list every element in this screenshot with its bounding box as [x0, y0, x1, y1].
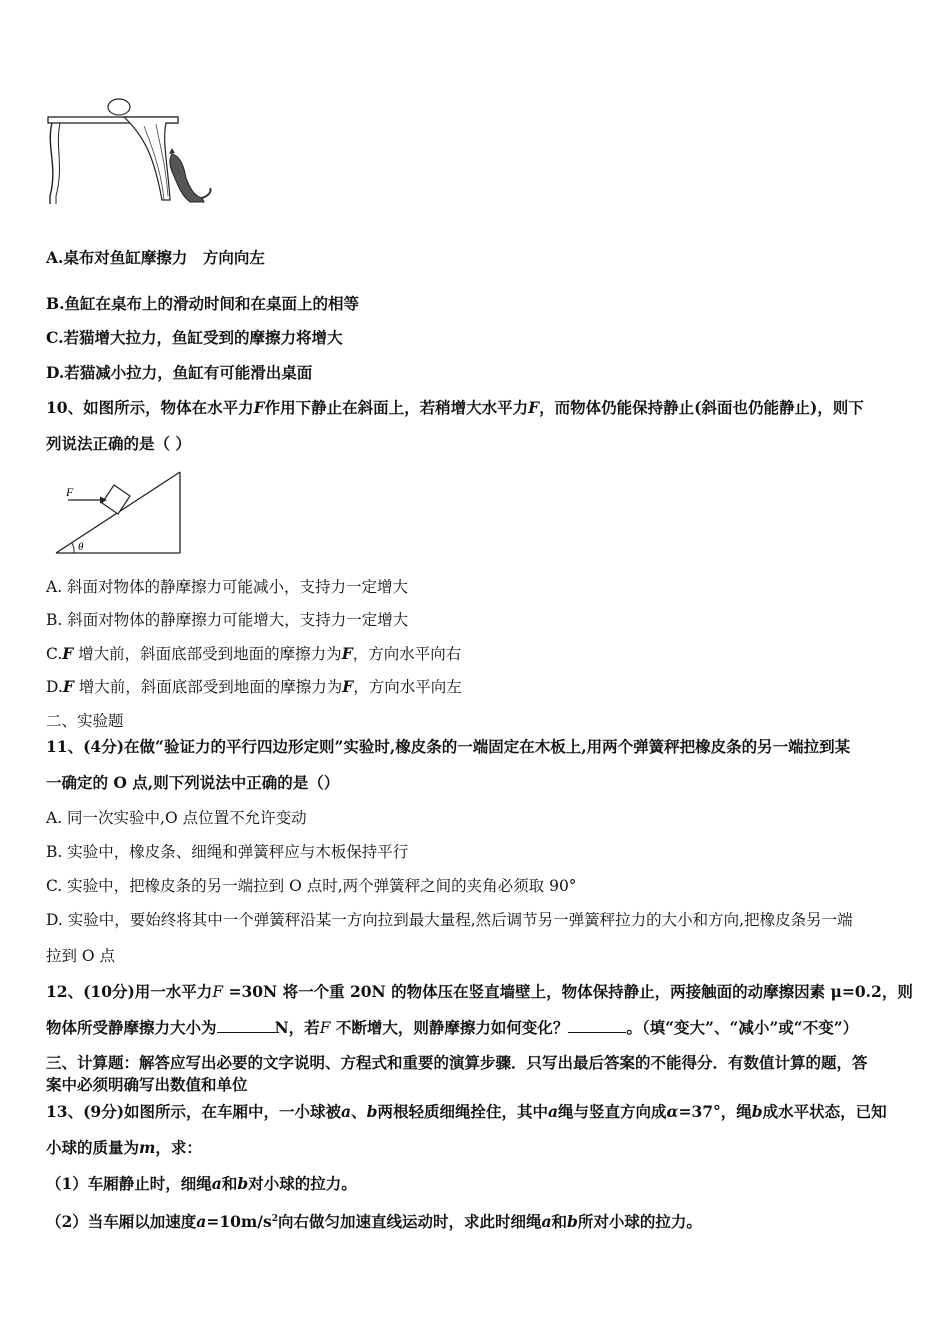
q10-stem-line2: 列说法正确的是（ ）	[46, 434, 191, 453]
q9-option-c: C.若猫增大拉力，鱼缸受到的摩擦力将增大	[46, 328, 343, 347]
q12-line1: 12、(10分)用一水平力F =30N 将一个重 20N 的物体压在竖直墙壁上，物体保持静止，两接触面的动摩擦因素 μ=0.2，则	[46, 982, 913, 1001]
q11-option-c: C. 实验中，把橡皮条的另一端拉到 O 点时,两个弹簧秤之间的夹角必须取 90°	[46, 877, 577, 895]
section2-title: 二、实验题	[46, 712, 124, 730]
q10-option-d: D.F 增大前，斜面底部受到地面的摩擦力为F，方向水平向左	[46, 677, 462, 696]
q10-option-b: B. 斜面对物体的静摩擦力可能增大，支持力一定增大	[46, 611, 409, 629]
q11-option-d-line2: 拉到 O 点	[46, 947, 116, 965]
q13-line1: 13、(9分)如图所示，在车厢中，一小球被a、b两根轻质细绳拴住，其中a绳与竖直方向成α=37°，绳b成水平状态，已知	[46, 1102, 887, 1121]
table-cat-figure	[44, 96, 219, 214]
q10-option-a: A. 斜面对物体的静摩擦力可能减小，支持力一定增大	[46, 578, 409, 596]
incline-figure	[52, 468, 187, 560]
q10-option-c: C.F 增大前，斜面底部受到地面的摩擦力为F，方向水平向右	[46, 644, 462, 663]
q10-stem-line1: 10、如图所示，物体在水平力F作用下静止在斜面上，若稍增大水平力F，而物体仍能保持静止(斜面也仍能静止)，则下	[46, 398, 864, 417]
section3-line2: 案中必须明确写出数值和单位	[46, 1075, 248, 1094]
q12-blank-1[interactable]	[217, 1018, 275, 1033]
section3-line1: 三、计算题：解答应写出必要的文字说明、方程式和重要的演算步骤．只写出最后答案的不能得分．有数值计算的题，答	[46, 1053, 868, 1072]
q9-option-d: D.若猫减小拉力，鱼缸有可能滑出桌面	[46, 363, 313, 382]
q11-stem-line1: 11、(4分)在做“验证力的平行四边形定则”实验时,橡皮条的一端固定在木板上,用两个弹簧秤把橡皮条的另一端拉到某	[46, 737, 851, 756]
q13-sub1: （1）车厢静止时，细绳a和b对小球的拉力。	[46, 1174, 357, 1193]
force-label: F	[66, 485, 74, 499]
q11-option-b: B. 实验中，橡皮条、细绳和弹簧秤应与木板保持平行	[46, 843, 409, 861]
q12-line2: 物体所受静摩擦力大小为 N，若F 不断增大，则静摩擦力如何变化？ 。（填“变大”、“减小”或“不变”）	[46, 1018, 859, 1037]
q13-sub2: （2）当车厢以加速度$a=10m/s^2$向右做匀加速直线运动时，求此时细绳a和b所对小球的拉力。	[46, 1212, 702, 1232]
q12-blank-2[interactable]	[568, 1018, 626, 1033]
q11-option-a: A. 同一次实验中,O 点位置不允许变动	[46, 809, 307, 827]
q13-line2: 小球的质量为m，求：	[46, 1138, 202, 1157]
q9-option-a: A.桌布对鱼缸摩擦力 方向向左	[46, 248, 265, 267]
q11-option-d: D. 实验中，要始终将其中一个弹簧秤沿某一方向拉到最大量程,然后调节另一弹簧秤拉力的大小和方向,把橡皮条另一端	[46, 911, 853, 929]
angle-label: θ	[78, 541, 84, 553]
q11-stem-line2: 一确定的 O 点,则下列说法中正确的是（）	[46, 773, 340, 792]
q9-option-b: B.鱼缸在桌布上的滑动时间和在桌面上的相等	[46, 294, 359, 313]
